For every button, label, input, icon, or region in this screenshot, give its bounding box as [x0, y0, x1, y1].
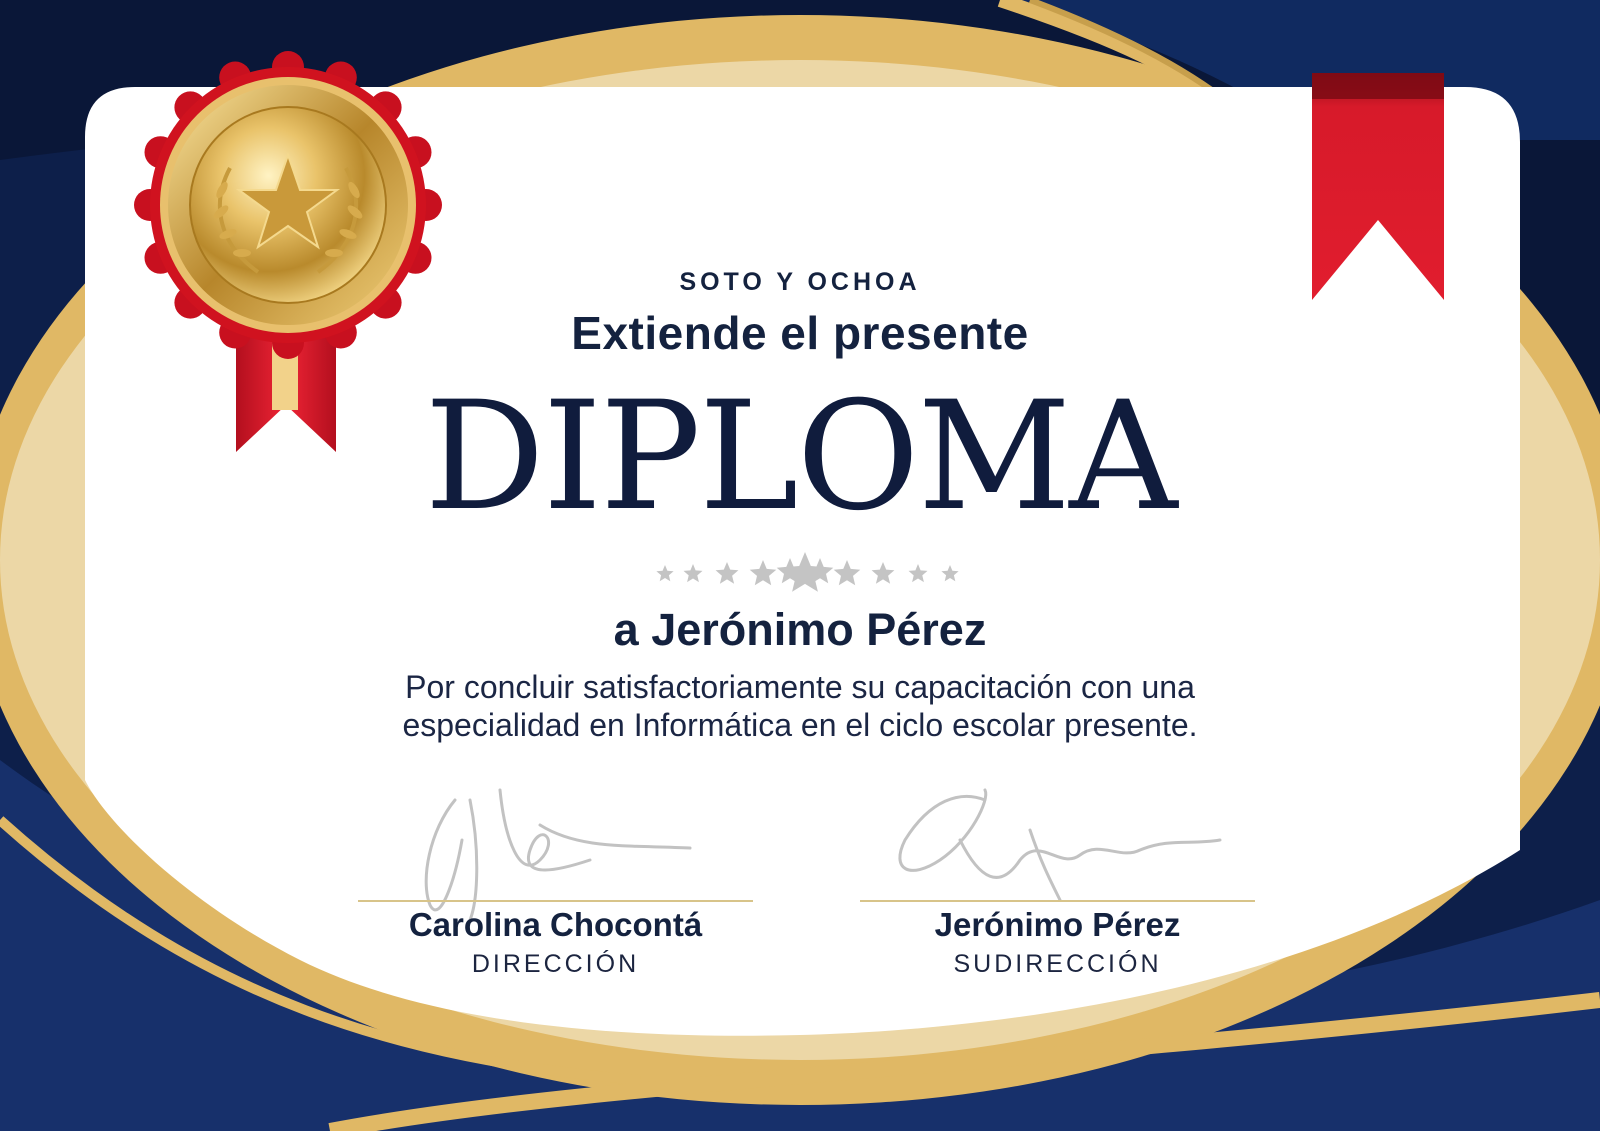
- recipient-name: a Jerónimo Pérez: [613, 604, 987, 655]
- organization-name: SOTO Y OCHOA: [679, 268, 921, 296]
- signatory-name-left: Carolina Chocontá: [408, 906, 703, 943]
- signatory-role-right: SUDIRECCIÓN: [953, 950, 1162, 978]
- certificate-title: DIPLOMA: [424, 370, 1176, 544]
- intro-text: Extiende el presente: [571, 307, 1029, 359]
- signatory-name-right: Jerónimo Pérez: [934, 906, 1181, 943]
- signatory-role-left: DIRECCIÓN: [471, 950, 640, 978]
- award-reason: Por concluir satisfactoriamente su capacitación con una especialidad en Informática en el ciclo escolar presente.: [402, 669, 1198, 743]
